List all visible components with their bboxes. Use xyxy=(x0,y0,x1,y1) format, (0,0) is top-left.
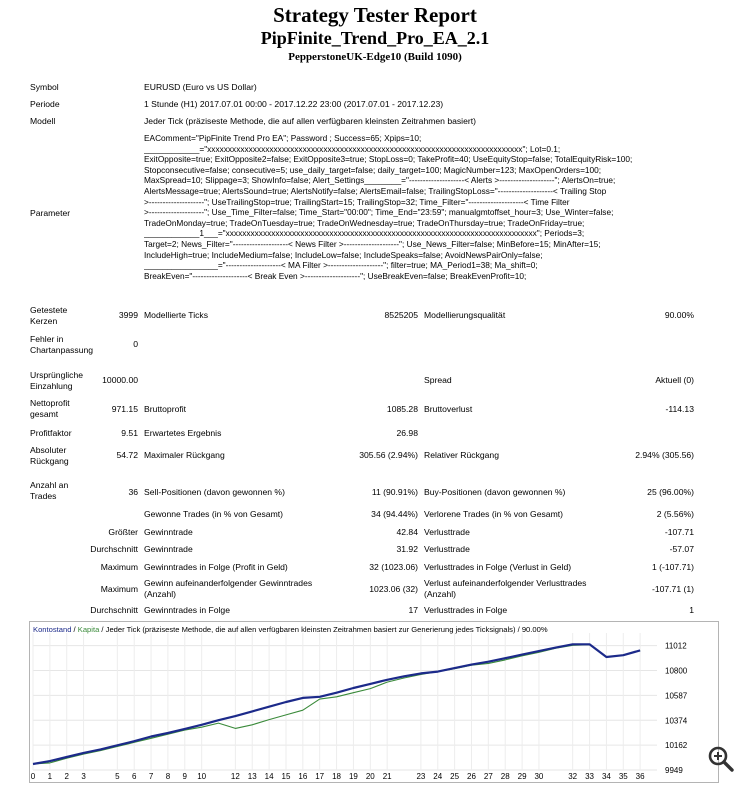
x-tick-label: 2 xyxy=(64,772,69,781)
quality-label: Modellierungsqualität xyxy=(424,310,506,320)
x-tick-label: 17 xyxy=(315,772,325,781)
chart-legend xyxy=(33,625,548,634)
avg-win-label: Gewinntrade xyxy=(144,544,193,554)
mismatch-label-2: Chartanpassung xyxy=(30,345,94,355)
average-label-2: Durchschnitt xyxy=(90,605,138,615)
x-tick-label: 19 xyxy=(348,772,358,781)
short-label: Sell-Positionen (davon gewonnen %) xyxy=(144,487,285,497)
absdd-label-1: Absoluter xyxy=(30,445,67,455)
trades-label-2: Trades xyxy=(30,491,57,501)
y-tick-label: 10800 xyxy=(665,666,688,676)
parameter-list xyxy=(144,133,704,281)
x-tick-label: 28 xyxy=(500,772,510,781)
long-label: Buy-Positionen (davon gewonnen %) xyxy=(424,487,566,497)
cons-profit-value: 1023.06 (32) xyxy=(369,584,418,594)
x-tick-label: 16 xyxy=(298,772,308,781)
absdd-label-2: Rückgang xyxy=(30,456,69,466)
x-tick-label: 14 xyxy=(264,772,274,781)
x-tick-label: 8 xyxy=(165,772,171,781)
netprofit-value: 971.15 xyxy=(111,404,138,414)
x-tick-label: 34 xyxy=(601,772,611,781)
won-value: 34 (94.44%) xyxy=(371,509,418,519)
x-tick-label: 26 xyxy=(467,772,476,781)
parameter-label: Parameter xyxy=(30,208,71,218)
legend-balance: Kontostand xyxy=(33,625,72,634)
x-tick-label: 35 xyxy=(618,772,628,781)
largest-win-value: 42.84 xyxy=(396,527,418,537)
lost-value: 2 (5.56%) xyxy=(656,509,694,519)
x-tick-label: 10 xyxy=(197,772,207,781)
x-tick-label: 7 xyxy=(148,772,154,781)
bars-value: 3999 xyxy=(118,310,138,320)
x-tick-label: 5 xyxy=(115,772,120,781)
cons-win-value: 32 (1023.06) xyxy=(369,562,418,572)
deposit-value: 10000.00 xyxy=(102,375,138,385)
maxdd-value: 305.56 (2.94%) xyxy=(359,450,418,460)
maximum-label-2: Maximum xyxy=(100,584,138,594)
x-tick-label: 3 xyxy=(81,772,86,781)
reldd-value: 2.94% (305.56) xyxy=(635,450,694,460)
parameter-line: AlertsMessage=true; AlertsSound=true; AlertsNotify=false; AlertsEmail=false; TrailingStopLoss="--------------------< Trailing Stop xyxy=(144,185,607,196)
largest-label: Größter xyxy=(108,527,138,537)
grossloss-value: -114.13 xyxy=(665,404,694,414)
x-tick-label: 21 xyxy=(382,772,392,781)
profitfactor-value: 9.51 xyxy=(121,428,138,438)
short-value: 11 (90.91%) xyxy=(371,487,418,497)
x-tick-label: 6 xyxy=(131,772,137,781)
y-tick-label: 11012 xyxy=(665,641,687,651)
x-tick-label: 18 xyxy=(332,772,342,781)
x-tick-label: 13 xyxy=(247,772,257,781)
avg-cons-loss-label: Verlusttrades in Folge xyxy=(424,605,508,615)
cons-loss-label: Verlusttrades in Folge (Verlust in Geld) xyxy=(424,562,572,572)
grossprofit-value: 1085.28 xyxy=(386,404,418,414)
avg-loss-value: -57.07 xyxy=(669,544,694,554)
y-tick-label: 10374 xyxy=(665,716,688,726)
deposit-label-2: Einzahlung xyxy=(30,381,73,391)
quality-value: 90.00% xyxy=(664,310,694,320)
cons-lossm-label-2: (Anzahl) xyxy=(424,589,456,599)
expected-value: 26.98 xyxy=(396,428,418,438)
expected-label: Erwartetes Ergebnis xyxy=(144,428,222,438)
avg-win-value: 31.92 xyxy=(396,544,418,554)
maximum-label-1: Maximum xyxy=(100,562,138,572)
x-tick-label: 0 xyxy=(30,772,36,781)
x-tick-label: 25 xyxy=(450,772,460,781)
parameter-line: Stopconsecutive=false; consecutive=5; use_daily_target=false; daily_target=100; MagicNumber=123; MaxOpenOrders=100; xyxy=(144,164,602,175)
mismatch-value: 0 xyxy=(133,339,138,349)
parameter-line: Target=2; News_Filter="--------------------< News Filter >--------------------"; Use_News_Filter=false; MinBefore=15; MinAfter=15; xyxy=(144,238,601,249)
y-tick-label: 10162 xyxy=(665,741,688,751)
bars-label-2: Kerzen xyxy=(30,316,58,326)
deposit-label-1: Ursprüngliche xyxy=(30,370,84,380)
won-label: Gewonne Trades (in % von Gesamt) xyxy=(144,509,283,519)
symbol-value: EURUSD (Euro vs US Dollar) xyxy=(144,82,257,92)
y-tick-label: 10587 xyxy=(665,691,688,701)
grossprofit-label: Bruttoprofit xyxy=(144,404,187,414)
x-tick-label: 32 xyxy=(568,772,578,781)
y-tick-label: 9949 xyxy=(665,766,683,775)
x-tick-label: 9 xyxy=(182,772,188,781)
ticks-value: 8525205 xyxy=(384,310,418,320)
cons-lossm-value: -107.71 (1) xyxy=(651,584,694,594)
x-tick-label: 15 xyxy=(281,772,291,781)
parameter-line: ____________1___="xxxxxxxxxxxxxxxxxxxxxxxxxxxxxxxxxxxxxxxxxxxxxxxxxxxxxxxxxxxxxxxxxxxxxxxxxxx"; Periods=3; xyxy=(144,228,585,239)
x-tick-label: 30 xyxy=(534,772,544,781)
x-tick-label: 27 xyxy=(483,772,493,781)
period-label: Periode xyxy=(30,99,60,109)
parameter-line: ____________="xxxxxxxxxxxxxxxxxxxxxxxxxxxxxxxxxxxxxxxxxxxxxxxxxxxxxxxxxxxxxxxxxxxxxxxxxxxx"; Lot=0.1; xyxy=(144,143,561,154)
server-build: PepperstoneUK-Edge10 (Build 1090) xyxy=(288,51,462,63)
parameter-line: >--------------------"; UseTrailingStop=true; TrailingStart=15; TrailingStop=32; Time_Filter="--------------------< Time Filter xyxy=(144,196,570,207)
avg-cons-win-value: 17 xyxy=(408,605,418,615)
maxdd-label: Maximaler Rückgang xyxy=(144,450,225,460)
x-tick-label: 20 xyxy=(365,772,375,781)
parameter-line: IncludeHigh=true; IncludeMedium=false; IncludeLow=false; IncludeSpeaks=false; AvoidNewsPairOnly=false; xyxy=(144,249,543,260)
avg-cons-win-label: Gewinntrades in Folge xyxy=(144,605,230,615)
period-value: 1 Stunde (H1) 2017.07.01 00:00 - 2017.12.22 23:00 (2017.07.01 - 2017.12.23) xyxy=(144,99,444,109)
x-tick-label: 29 xyxy=(517,772,527,781)
profitfactor-label: Profitfaktor xyxy=(30,428,72,438)
bars-label-1: Getestete xyxy=(30,305,68,315)
x-tick-label: 12 xyxy=(230,772,240,781)
cons-profit-label-2: (Anzahl) xyxy=(144,589,176,599)
cons-win-label: Gewinntrades in Folge (Profit in Geld) xyxy=(144,562,288,572)
parameter-line: BreakEven="--------------------< Break Even >--------------------"; UseBreakEven=false; BreakEvenProfit=10; xyxy=(144,270,527,281)
long-value: 25 (96.00%) xyxy=(647,487,694,497)
parameter-line: >--------------------"; Use_Time_Filter=false; Time_Start="00:00"; Time_End="23:59"; manualgmtoffset_hour=3; Use_Winter=false; xyxy=(144,207,614,218)
trades-value: 36 xyxy=(128,487,138,497)
grossloss-label: Bruttoverlust xyxy=(424,404,473,414)
largest-loss-label: Verlusttrade xyxy=(424,527,470,537)
largest-loss-value: -107.71 xyxy=(664,527,694,537)
mismatch-label-1: Fehler in xyxy=(30,334,64,344)
symbol-label: Symbol xyxy=(30,82,59,92)
ticks-label: Modellierte Ticks xyxy=(144,310,208,320)
absdd-value: 54.72 xyxy=(116,450,138,460)
model-label: Modell xyxy=(30,116,56,126)
spread-value: Aktuell (0) xyxy=(655,375,694,385)
ea-name: PipFinite_Trend_Pro_EA_2.1 xyxy=(260,28,490,48)
x-tick-label: 23 xyxy=(416,772,426,781)
x-tick-label: 33 xyxy=(585,772,594,781)
legend-description: / Jeder Tick (präziseste Methode, die auf allen verfügbaren kleinsten Zeitrahmen basiert zur Generierung jedes Ticksignals) / 90.00% xyxy=(99,625,548,634)
model-value: Jeder Tick (präziseste Methode, die auf allen verfügbaren kleinsten Zeitrahmen basiert) xyxy=(144,116,476,126)
parameter-line: EAComment="PipFinite Trend Pro EA"; Password ; Success=65; Xpips=10; xyxy=(144,133,422,143)
parameter-line: ExitOpposite=true; ExitOpposite2=false; ExitOpposite3=true; StopLoss=0; TakeProfit=40; UseEquityStop=false; TotalEquityRisk=100; xyxy=(144,154,633,165)
parameter-line: MaxSpread=10; Slippage=3; ShowInfo=false; Alert_Settings________="--------------------< Alerts >--------------------"; AlertsOn=true; xyxy=(144,175,616,186)
avg-loss-label: Verlusttrade xyxy=(424,544,470,554)
x-tick-label: 36 xyxy=(635,772,645,781)
x-tick-label: 1 xyxy=(47,772,53,781)
x-tick-label: 24 xyxy=(433,772,443,781)
largest-win-label: Gewinntrade xyxy=(144,527,193,537)
trades-label-1: Anzahl an xyxy=(30,480,69,490)
average-label: Durchschnitt xyxy=(90,544,138,554)
spread-label: Spread xyxy=(424,375,452,385)
zoom-magnifier-icon[interactable] xyxy=(706,744,736,774)
legend-equity: Kapita xyxy=(77,625,100,634)
report-title: Strategy Tester Report xyxy=(273,3,477,27)
reldd-label: Relativer Rückgang xyxy=(424,450,499,460)
equity-chart xyxy=(29,621,719,783)
cons-profit-label-1: Gewinn aufeinanderfolgender Gewinntrades xyxy=(144,578,313,588)
cons-lossm-label-1: Verlust aufeinanderfolgender Verlusttrades xyxy=(424,578,587,588)
avg-cons-loss-value: 1 xyxy=(689,605,694,615)
parameter-line: ________________="--------------------< MA Filter >--------------------"; filter=true; MA_Period1=38; Ma_shift=0; xyxy=(144,260,538,271)
cons-loss-value: 1 (-107.71) xyxy=(651,562,694,572)
legend-separator: / xyxy=(71,625,78,634)
lost-label: Verlorene Trades (in % von Gesamt) xyxy=(424,509,563,519)
parameter-line: TradeOnMonday=true; TradeOnTuesday=true; TradeOnWednesday=true; TradeOnThursday=true; TradeOnFriday=true; xyxy=(144,217,585,228)
netprofit-label-2: gesamt xyxy=(30,409,59,419)
netprofit-label-1: Nettoprofit xyxy=(30,398,70,408)
